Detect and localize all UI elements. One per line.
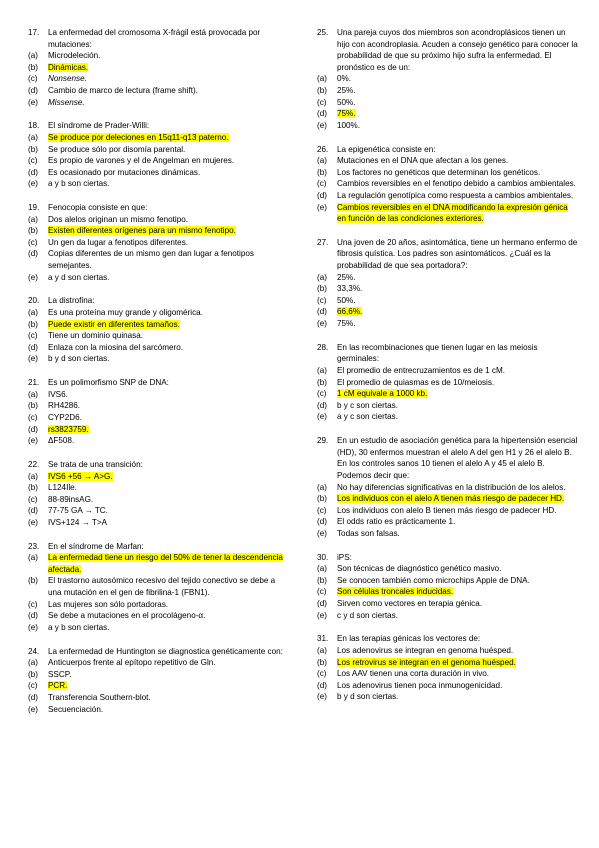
option-text: ΔF508. bbox=[48, 436, 75, 446]
option-text: Es propio de varones y el de Angelman en mujeres. bbox=[48, 156, 235, 166]
question-number: 19. bbox=[28, 203, 40, 213]
answer-option bbox=[28, 248, 290, 271]
answer-option bbox=[28, 389, 290, 401]
option-text: Cambio de marco de lectura (frame shift). bbox=[48, 85, 198, 95]
answer-option bbox=[317, 563, 579, 575]
option-label: (b) bbox=[317, 377, 327, 387]
option-label: (e) bbox=[317, 692, 327, 702]
option-label: (b) bbox=[28, 576, 38, 586]
question-text: Fenocopia consiste en que: bbox=[48, 203, 148, 213]
question-18 bbox=[28, 120, 290, 190]
option-text: 50%. bbox=[337, 295, 356, 305]
option-label: (d) bbox=[28, 611, 38, 621]
question-stem bbox=[317, 342, 579, 365]
option-text: Las mujeres son sólo portadoras. bbox=[48, 599, 169, 609]
question-25 bbox=[317, 27, 579, 131]
option-label: (d) bbox=[317, 517, 327, 527]
option-text: Sirven como vectores en terapia génica. bbox=[337, 599, 482, 609]
option-text: a y b son ciertas. bbox=[48, 179, 110, 189]
answer-option bbox=[28, 657, 290, 669]
answer-option bbox=[28, 144, 290, 156]
option-text: Copias diferentes de un mismo gen dan lugar a fenotipos semejantes. bbox=[48, 249, 254, 271]
answer-option bbox=[28, 610, 290, 622]
question-text: En un estudio de asociación genética para la hipertensión esencial (HD), 30 enfermos muestran el alelo A del gen H1 y 26 el alelo B. En los controles sanos 10 tienen el alelo A y 45 el alelo B. Podemos decir que: bbox=[337, 436, 578, 480]
question-stem bbox=[28, 459, 290, 471]
option-label: (a) bbox=[28, 471, 38, 481]
option-text: Cambios reversibles en el fenotipo debido a cambios ambientales. bbox=[337, 179, 576, 189]
option-text: c y d son ciertas. bbox=[337, 610, 398, 620]
option-label: (b) bbox=[317, 657, 327, 667]
highlighted-answer-text: La enfermedad tiene un riesgo del 50% de tener la descendencia afectada. bbox=[48, 553, 283, 574]
question-24 bbox=[28, 646, 290, 716]
option-label: (a) bbox=[28, 214, 38, 224]
option-label: (d) bbox=[317, 400, 327, 410]
question-number: 20. bbox=[28, 296, 40, 306]
question-text: Es un polimorfismo SNP de DNA: bbox=[48, 378, 169, 388]
answer-option bbox=[28, 73, 290, 85]
question-stem bbox=[28, 202, 290, 214]
answer-option bbox=[28, 517, 290, 529]
option-text: a y d son ciertas. bbox=[48, 272, 110, 282]
option-text: El promedio de quiasmas es de 10/meiosis. bbox=[337, 377, 495, 387]
option-text: 0%. bbox=[337, 74, 352, 84]
option-text: Missense. bbox=[48, 97, 85, 107]
answer-option bbox=[28, 482, 290, 494]
question-number: 22. bbox=[28, 459, 40, 469]
option-label: (e) bbox=[317, 528, 327, 538]
answer-option bbox=[28, 178, 290, 190]
option-text: Los adenovirus se integran en genoma huésped. bbox=[337, 646, 514, 656]
option-label: (c) bbox=[317, 179, 327, 189]
answer-option bbox=[317, 73, 579, 85]
answer-option bbox=[317, 505, 579, 517]
highlighted-answer-text: PCR. bbox=[48, 681, 68, 691]
question-text: En las terapias génicas los vectores de: bbox=[337, 634, 481, 644]
answer-option bbox=[317, 575, 579, 587]
option-text: Los adenovirus tienen poca inmunogenicidad. bbox=[337, 680, 503, 690]
option-text: Dos alelos originan un mismo fenotipo. bbox=[48, 214, 189, 224]
answer-option bbox=[317, 691, 579, 703]
option-text: b y d son ciertas. bbox=[337, 692, 399, 702]
option-label: (d) bbox=[317, 680, 327, 690]
option-label: (d) bbox=[28, 506, 38, 516]
option-label: (c) bbox=[28, 681, 38, 691]
answer-option bbox=[317, 365, 579, 377]
option-text: Un gen da lugar a fenotipos diferentes. bbox=[48, 237, 189, 247]
answer-option bbox=[28, 505, 290, 517]
option-label: (a) bbox=[28, 132, 38, 142]
option-text: Se produce sólo por disomía parental. bbox=[48, 144, 186, 154]
answer-option bbox=[28, 307, 290, 319]
option-label: (e) bbox=[317, 120, 327, 130]
question-19 bbox=[28, 202, 290, 283]
option-label: (c) bbox=[28, 599, 38, 609]
option-text: Los factores no genéticos que determinan los genéticos. bbox=[337, 167, 541, 177]
option-label: (c) bbox=[28, 237, 38, 247]
question-stem bbox=[317, 552, 579, 564]
question-number: 24. bbox=[28, 646, 40, 656]
answer-option bbox=[317, 283, 579, 295]
option-label: (a) bbox=[317, 564, 327, 574]
left-column bbox=[28, 27, 290, 727]
highlighted-answer-text: rs3823759. bbox=[48, 424, 89, 434]
option-label: (d) bbox=[28, 693, 38, 702]
option-text: 77-75 GA → TC. bbox=[48, 506, 108, 516]
question-27 bbox=[317, 237, 579, 330]
option-label: (e) bbox=[28, 622, 38, 632]
option-text: b y c son ciertas. bbox=[337, 400, 398, 410]
highlighted-answer-text: 1 cM equivale a 1000 kb. bbox=[337, 389, 428, 399]
option-text: Son técnicas de diagnóstico genético masivo. bbox=[337, 564, 502, 574]
question-text: iPS: bbox=[337, 552, 352, 562]
option-text: El promedio de entrecruzamientos es de 1 cM. bbox=[337, 366, 505, 375]
question-number: 30. bbox=[317, 552, 329, 562]
answer-option bbox=[28, 330, 290, 342]
answer-option bbox=[28, 50, 290, 62]
option-text: L124Ile. bbox=[48, 483, 77, 493]
question-number: 23. bbox=[28, 541, 40, 551]
option-label: (d) bbox=[317, 109, 327, 119]
question-text: En el síndrome de Marfan: bbox=[48, 541, 144, 551]
answer-option bbox=[28, 214, 290, 226]
option-text: Anticuerpos frente al epítopo repetitivo de Gln. bbox=[48, 658, 216, 668]
highlighted-answer-text: Dinámicas. bbox=[48, 62, 89, 72]
question-20 bbox=[28, 295, 290, 365]
answer-option bbox=[317, 318, 579, 330]
option-text: 88-89insAG. bbox=[48, 494, 94, 504]
answer-option bbox=[317, 178, 579, 190]
answer-option bbox=[317, 108, 579, 120]
answer-option bbox=[28, 669, 290, 681]
answer-option bbox=[317, 516, 579, 528]
question-text: La enfermedad de Huntington se diagnostica genéticamente con: bbox=[48, 646, 283, 656]
answer-option bbox=[317, 657, 579, 669]
highlighted-answer-text: Se produce por deleciones en 15q11-q13 paterno. bbox=[48, 132, 229, 142]
option-label: (d) bbox=[28, 167, 38, 177]
question-number: 25. bbox=[317, 28, 329, 37]
option-text: 25%. bbox=[337, 272, 356, 282]
option-label: (a) bbox=[317, 74, 327, 84]
option-text: SSCP. bbox=[48, 669, 72, 679]
option-text: Tiene un dominio quinasa. bbox=[48, 331, 144, 341]
option-text: a y b son ciertas. bbox=[48, 622, 110, 632]
answer-option bbox=[317, 493, 579, 505]
question-26 bbox=[317, 144, 579, 225]
option-label: (c) bbox=[28, 331, 38, 341]
answer-option bbox=[28, 704, 290, 716]
highlighted-answer-text: Los retrovirus se integran en el genoma huésped. bbox=[337, 657, 516, 667]
answer-option bbox=[28, 494, 290, 506]
question-text: El síndrome de Prader-Willi: bbox=[48, 121, 150, 131]
option-label: (a) bbox=[28, 308, 38, 318]
question-29 bbox=[317, 435, 579, 539]
question-stem bbox=[28, 295, 290, 307]
option-text: El odds ratio es prácticamente 1. bbox=[337, 517, 456, 527]
question-stem bbox=[28, 377, 290, 389]
option-label: (d) bbox=[317, 599, 327, 609]
option-text: Los AAV tienen una corta duración in vivo. bbox=[337, 669, 490, 679]
question-23 bbox=[28, 541, 290, 634]
question-number: 28. bbox=[317, 342, 329, 352]
option-text: RH4286. bbox=[48, 401, 81, 411]
option-label: (a) bbox=[28, 553, 38, 563]
question-stem bbox=[317, 27, 579, 73]
question-17 bbox=[28, 27, 290, 108]
option-text: Transferencia Southern-blot. bbox=[48, 693, 151, 702]
answer-option bbox=[28, 272, 290, 284]
option-label: (c) bbox=[317, 295, 327, 305]
option-text: Nonsense. bbox=[48, 74, 87, 84]
question-number: 18. bbox=[28, 121, 40, 131]
option-label: (b) bbox=[28, 144, 38, 154]
question-28 bbox=[317, 342, 579, 423]
option-label: (e) bbox=[28, 97, 38, 107]
question-number: 21. bbox=[28, 378, 40, 388]
question-text: En las recombinaciones que tienen lugar en las meiosis germinales: bbox=[337, 342, 538, 364]
answer-option bbox=[317, 155, 579, 167]
answer-option bbox=[28, 622, 290, 634]
answer-option bbox=[317, 388, 579, 400]
option-label: (e) bbox=[28, 517, 38, 527]
question-text: Una pareja cuyos dos miembros son acondroplásicos tienen un hijo con acondroplasia. Acuden a consejo genético para conocer la probabilidad de que su próximo hijo sufra la enfermedad. El pronóstico es de un: bbox=[337, 28, 578, 72]
option-label: (a) bbox=[28, 389, 38, 399]
option-label: (a) bbox=[317, 482, 327, 492]
question-text: La epigenética consiste en: bbox=[337, 144, 436, 154]
option-label: (d) bbox=[28, 424, 38, 434]
option-label: (c) bbox=[317, 97, 327, 107]
option-text: 75%. bbox=[337, 319, 356, 329]
answer-option bbox=[317, 668, 579, 680]
option-label: (b) bbox=[317, 284, 327, 294]
answer-option bbox=[28, 692, 290, 704]
option-text: Es una proteína muy grande y oligomérica. bbox=[48, 308, 203, 318]
question-stem bbox=[317, 633, 579, 645]
option-label: (e) bbox=[28, 272, 38, 282]
option-label: (e) bbox=[317, 202, 327, 212]
option-text: El trastorno autosómico recesivo del tejido conectivo se debe a una mutación en el gen de fibrilina-1 (FBN1). bbox=[48, 576, 276, 598]
option-text: Secuenciación. bbox=[48, 704, 104, 714]
option-text: CYP2D6. bbox=[48, 412, 82, 422]
option-label: (e) bbox=[317, 412, 327, 422]
option-text: a y c son ciertas. bbox=[337, 412, 398, 422]
option-label: (a) bbox=[317, 272, 327, 282]
option-label: (d) bbox=[28, 342, 38, 352]
option-label: (e) bbox=[28, 704, 38, 714]
answer-option bbox=[317, 85, 579, 97]
answer-option bbox=[28, 680, 290, 692]
answer-option bbox=[28, 225, 290, 237]
option-label: (c) bbox=[317, 669, 327, 679]
question-stem bbox=[317, 144, 579, 156]
answer-option bbox=[28, 435, 290, 447]
answer-option bbox=[317, 272, 579, 284]
option-text: Mutaciones en el DNA que afectan a los genes. bbox=[337, 156, 509, 166]
answer-option bbox=[28, 575, 290, 598]
option-label: (c) bbox=[317, 389, 327, 399]
option-text: Los individuos con alelo B tienen más riesgo de padecer HD. bbox=[337, 505, 557, 515]
option-label: (c) bbox=[28, 156, 38, 166]
answer-option bbox=[28, 424, 290, 436]
answer-option bbox=[317, 306, 579, 318]
answer-option bbox=[28, 319, 290, 331]
option-label: (b) bbox=[28, 319, 38, 329]
question-number: 31. bbox=[317, 634, 329, 644]
answer-option bbox=[317, 295, 579, 307]
option-text: Se conocen también como microchips Apple de DNA. bbox=[337, 575, 530, 585]
answer-option bbox=[317, 120, 579, 132]
question-number: 29. bbox=[317, 436, 329, 446]
question-stem bbox=[317, 237, 579, 272]
question-stem bbox=[28, 27, 290, 50]
question-stem bbox=[28, 120, 290, 132]
question-number: 26. bbox=[317, 144, 329, 154]
option-text: Se debe a mutaciones en el procolágeno-α. bbox=[48, 611, 206, 621]
question-stem bbox=[317, 435, 579, 481]
answer-option bbox=[28, 342, 290, 354]
answer-option bbox=[317, 586, 579, 598]
option-label: (a) bbox=[28, 658, 38, 668]
option-label: (e) bbox=[317, 319, 327, 329]
option-label: (b) bbox=[28, 62, 38, 72]
answer-option bbox=[28, 552, 290, 575]
answer-option bbox=[28, 353, 290, 365]
answer-option bbox=[28, 132, 290, 144]
answer-option bbox=[28, 400, 290, 412]
answer-option bbox=[28, 599, 290, 611]
right-column bbox=[317, 27, 579, 715]
answer-option bbox=[28, 412, 290, 424]
question-22 bbox=[28, 459, 290, 529]
option-text: Enlaza con la miosina del sarcómero. bbox=[48, 342, 184, 352]
answer-option bbox=[317, 377, 579, 389]
highlighted-answer-text: Cambios reversibles en el DNA modificando la expresión génica en función de las condiciones exteriores. bbox=[337, 202, 568, 224]
option-text: 50%. bbox=[337, 97, 356, 107]
option-label: (b) bbox=[317, 494, 327, 504]
highlighted-answer-text: Puede existir en diferentes tamaños. bbox=[48, 319, 180, 329]
question-text: La distrofina: bbox=[48, 296, 95, 306]
option-text: Todas son falsas. bbox=[337, 528, 400, 538]
option-label: (b) bbox=[317, 167, 327, 177]
option-label: (e) bbox=[28, 179, 38, 189]
answer-option bbox=[28, 155, 290, 167]
option-label: (d) bbox=[317, 307, 327, 317]
option-text: 33,3%. bbox=[337, 284, 363, 294]
answer-option bbox=[28, 85, 290, 97]
option-label: (d) bbox=[317, 190, 327, 200]
question-30 bbox=[317, 552, 579, 622]
question-stem bbox=[28, 646, 290, 658]
option-label: (a) bbox=[317, 156, 327, 166]
option-label: (a) bbox=[28, 51, 38, 61]
answer-option bbox=[317, 411, 579, 423]
question-text: La enfermedad del cromosoma X-frágil está provocada por mutaciones: bbox=[48, 28, 261, 49]
option-label: (a) bbox=[317, 366, 327, 375]
option-text: Microdeleción. bbox=[48, 51, 101, 61]
option-label: (b) bbox=[317, 575, 327, 585]
answer-option bbox=[317, 610, 579, 622]
answer-option bbox=[317, 167, 579, 179]
option-label: (c) bbox=[28, 412, 38, 422]
option-label: (d) bbox=[28, 85, 38, 95]
option-label: (b) bbox=[28, 226, 38, 236]
question-31 bbox=[317, 633, 579, 703]
highlighted-answer-text: 66,6%. bbox=[337, 307, 363, 317]
option-label: (b) bbox=[28, 401, 38, 411]
answer-option bbox=[317, 190, 579, 202]
option-label: (b) bbox=[317, 85, 327, 95]
option-text: 25%. bbox=[337, 85, 356, 95]
answer-option bbox=[28, 62, 290, 74]
option-text: b y d son ciertas. bbox=[48, 354, 110, 364]
option-label: (e) bbox=[317, 610, 327, 620]
answer-option bbox=[317, 202, 579, 225]
question-number: 27. bbox=[317, 237, 329, 247]
answer-option bbox=[317, 528, 579, 540]
answer-option bbox=[28, 167, 290, 179]
option-label: (b) bbox=[28, 669, 38, 679]
question-text: Una joven de 20 años, asintomática, tiene un hermano enfermo de fibrosis quística. Los padres son asintomáticos. ¿Cuál es la probabilidad de que sea portadora?: bbox=[337, 237, 578, 271]
answer-option bbox=[317, 482, 579, 494]
answer-option bbox=[317, 598, 579, 610]
option-label: (c) bbox=[28, 74, 38, 84]
option-text: IVS+124 → T>A bbox=[48, 517, 108, 527]
option-text: No hay diferencias significativas en la distribución de los alelos. bbox=[337, 482, 566, 492]
option-label: (c) bbox=[317, 587, 327, 597]
question-21 bbox=[28, 377, 290, 447]
option-label: (c) bbox=[317, 505, 327, 515]
option-text: La regulación genotípica como respuesta a cambios ambientales. bbox=[337, 190, 574, 200]
option-label: (b) bbox=[28, 483, 38, 493]
question-text: Se trata de una transición: bbox=[48, 459, 143, 469]
highlighted-answer-text: Son células troncales inducidas. bbox=[337, 587, 454, 597]
option-text: IVS6. bbox=[48, 389, 68, 399]
question-number: 17. bbox=[28, 28, 40, 37]
highlighted-answer-text: 75%. bbox=[337, 109, 356, 119]
answer-option bbox=[317, 400, 579, 412]
option-label: (c) bbox=[28, 494, 38, 504]
option-label: (e) bbox=[28, 354, 38, 364]
option-label: (a) bbox=[317, 646, 327, 656]
answer-option bbox=[28, 471, 290, 483]
question-stem bbox=[28, 541, 290, 553]
option-text: 100%. bbox=[337, 120, 361, 130]
answer-option bbox=[317, 97, 579, 109]
highlighted-answer-text: Existen diferentes orígenes para un mismo fenotipo. bbox=[48, 226, 236, 236]
option-label: (d) bbox=[28, 249, 38, 259]
highlighted-answer-text: IVS6 +56 → A>G. bbox=[48, 471, 113, 481]
answer-option bbox=[317, 645, 579, 657]
highlighted-answer-text: Los individuos con el alelo A tienen más riesgo de padecer HD. bbox=[337, 494, 565, 504]
option-label: (e) bbox=[28, 436, 38, 446]
answer-option bbox=[317, 680, 579, 692]
answer-option bbox=[28, 97, 290, 109]
option-text: Es ocasionado por mutaciones dinámicas. bbox=[48, 167, 201, 177]
answer-option bbox=[28, 237, 290, 249]
